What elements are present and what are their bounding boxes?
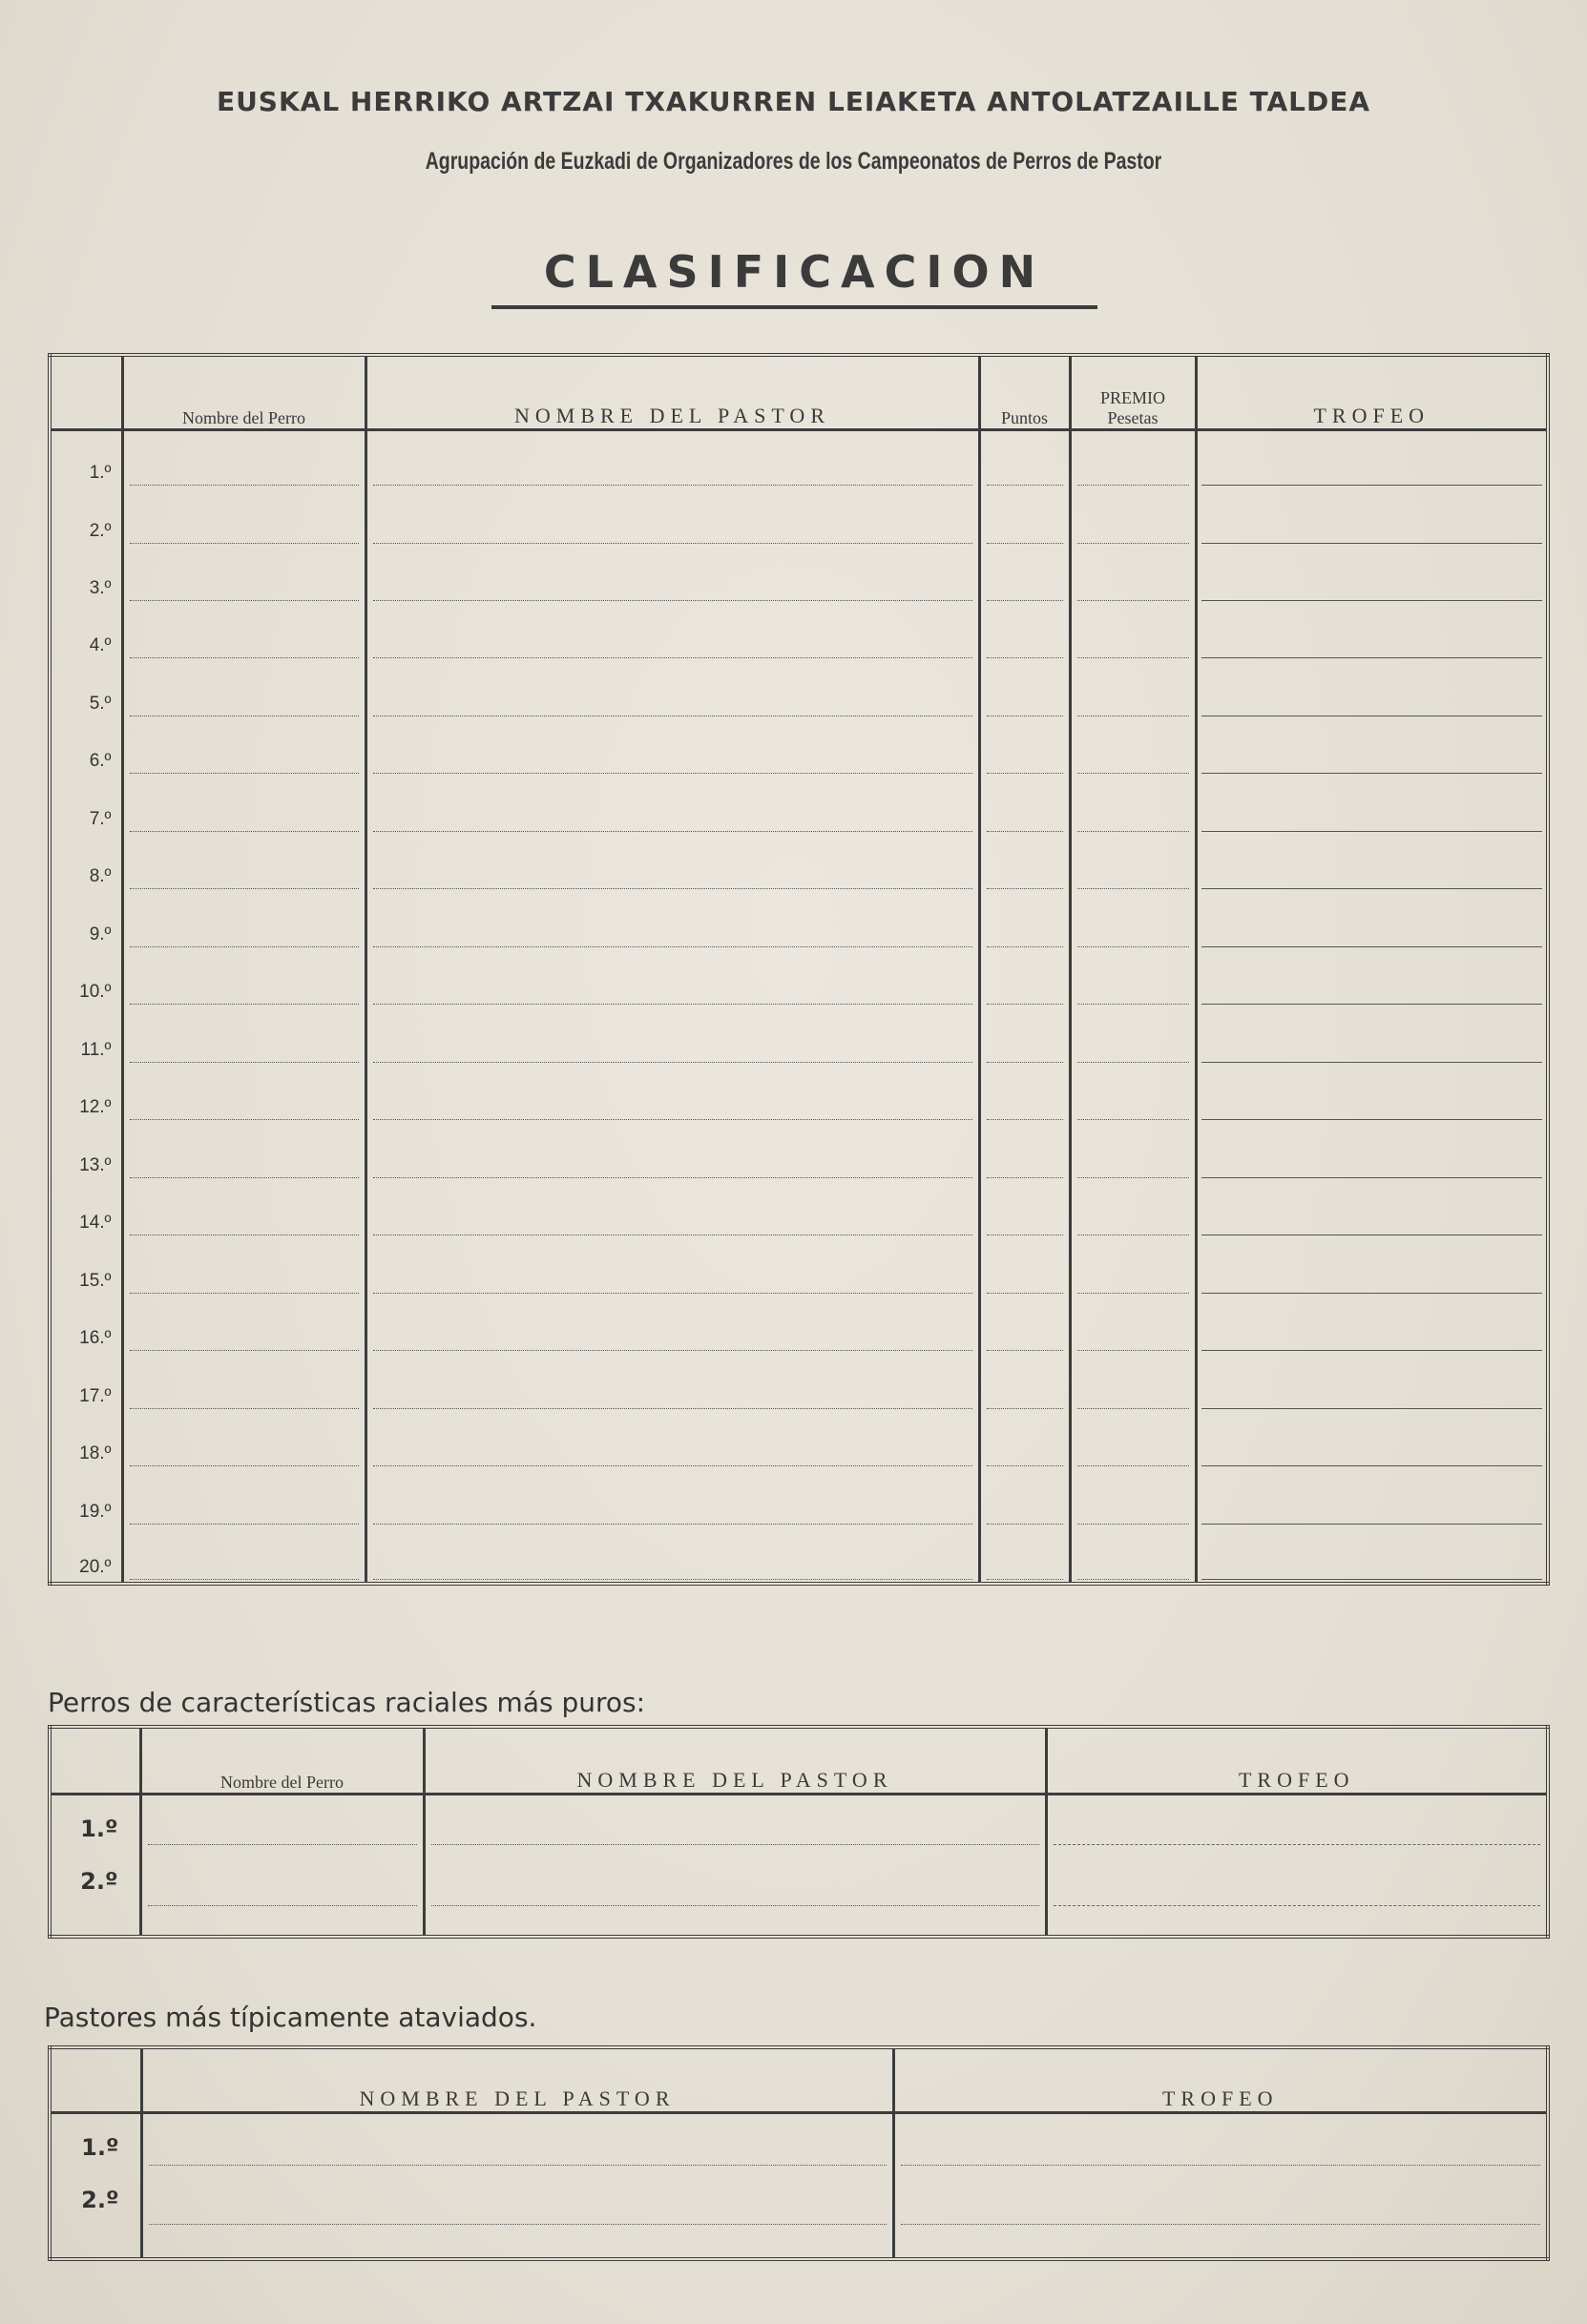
- shepherd-name-field[interactable]: [365, 1122, 979, 1179]
- col-header-shepherd-name: NOMBRE DEL PASTOR: [424, 1727, 1046, 1794]
- place-label: 10.º: [79, 982, 112, 1003]
- place-label: 17.º: [79, 1385, 112, 1406]
- points-field[interactable]: [979, 1411, 1070, 1468]
- trophy-field[interactable]: [1196, 718, 1548, 776]
- trophy-field[interactable]: [1196, 1065, 1548, 1122]
- classification-row: [50, 546, 1548, 603]
- trophy-field[interactable]: [1196, 430, 1548, 488]
- dog-name-field[interactable]: [122, 1411, 365, 1468]
- shepherd-name-field[interactable]: [424, 1794, 1046, 1862]
- place-label: 8.º: [89, 866, 112, 887]
- prize-field[interactable]: [1070, 1006, 1196, 1064]
- place-label: 7.º: [89, 808, 112, 829]
- association-title-spanish: Agrupación de Euzkadi de Organizadores de los Campeonatos de Perros de Pastor: [425, 148, 1162, 175]
- prize-field[interactable]: [1070, 891, 1196, 948]
- attire-section-title: Pastores más típicamente ataviados.: [44, 2002, 537, 2033]
- prize-field[interactable]: [1070, 1180, 1196, 1237]
- dog-name-field[interactable]: [122, 718, 365, 776]
- classification-row: [50, 949, 1548, 1006]
- col-header-prize-label: PREMIO: [1099, 388, 1165, 408]
- place-label: 5.º: [89, 693, 112, 714]
- prize-field[interactable]: [1070, 1065, 1196, 1122]
- shepherd-name-field[interactable]: [365, 1237, 979, 1295]
- trophy-field[interactable]: [1196, 949, 1548, 1006]
- dog-name-field[interactable]: [122, 834, 365, 891]
- points-field[interactable]: [979, 834, 1070, 891]
- prize-field[interactable]: [1070, 776, 1196, 833]
- classification-row: [50, 1411, 1548, 1468]
- shepherd-name-field[interactable]: [365, 1411, 979, 1468]
- points-field[interactable]: [979, 1180, 1070, 1237]
- trophy-field[interactable]: [1196, 776, 1548, 833]
- trophy-field[interactable]: [1196, 1180, 1548, 1237]
- points-field[interactable]: [979, 1526, 1070, 1584]
- dog-name-field[interactable]: [122, 603, 365, 660]
- dog-name-field[interactable]: [140, 1794, 424, 1862]
- shepherd-name-field[interactable]: [365, 834, 979, 891]
- place-label: 14.º: [79, 1213, 112, 1234]
- col-header-trophy: TROFEO: [1046, 1727, 1548, 1794]
- trophy-field[interactable]: [1196, 1006, 1548, 1064]
- points-field[interactable]: [979, 1468, 1070, 1525]
- col-header-trophy: TROFEO: [1196, 355, 1548, 430]
- trophy-field[interactable]: [1196, 1411, 1548, 1468]
- trophy-field[interactable]: [1046, 1862, 1548, 1937]
- trophy-field[interactable]: [1196, 1526, 1548, 1584]
- trophy-field[interactable]: [1196, 1353, 1548, 1410]
- shepherd-name-field[interactable]: [365, 891, 979, 948]
- trophy-field[interactable]: [1196, 1237, 1548, 1295]
- classification-rows: [50, 430, 1548, 1584]
- classification-row: [50, 1065, 1548, 1122]
- col-header-shepherd-name: NOMBRE DEL PASTOR: [365, 355, 979, 430]
- shepherd-name-field[interactable]: [365, 776, 979, 833]
- dog-name-field[interactable]: [122, 546, 365, 603]
- trophy-field[interactable]: [1196, 1296, 1548, 1353]
- classification-table: [48, 353, 1550, 1586]
- points-field[interactable]: [979, 1006, 1070, 1064]
- classification-row: [50, 834, 1548, 891]
- shepherd-name-field[interactable]: [365, 546, 979, 603]
- place-label: 19.º: [79, 1501, 112, 1522]
- dog-name-field[interactable]: [122, 1353, 365, 1410]
- prize-field[interactable]: [1070, 603, 1196, 660]
- classification-row: [50, 1468, 1548, 1525]
- trophy-field[interactable]: [1196, 488, 1548, 545]
- dog-name-field[interactable]: [122, 1122, 365, 1179]
- shepherd-name-field[interactable]: [365, 1468, 979, 1525]
- trophy-field[interactable]: [1196, 834, 1548, 891]
- shepherd-name-field[interactable]: [365, 1180, 979, 1237]
- place-label: 4.º: [89, 635, 112, 656]
- col-header-trophy: TROFEO: [893, 2047, 1548, 2112]
- classification-row: [50, 1296, 1548, 1353]
- trophy-field[interactable]: [893, 2112, 1548, 2181]
- place-label: 18.º: [79, 1443, 112, 1464]
- classification-row: [50, 1180, 1548, 1237]
- dog-name-field[interactable]: [122, 660, 365, 717]
- prize-field[interactable]: [1070, 488, 1196, 545]
- points-field[interactable]: [979, 1296, 1070, 1353]
- shepherd-name-field[interactable]: [365, 660, 979, 717]
- place-label: 6.º: [89, 751, 112, 772]
- header-place-blank: [50, 2047, 141, 2112]
- header-place-blank: [50, 355, 122, 430]
- shepherd-name-field[interactable]: [365, 1526, 979, 1584]
- association-title-basque: EUSKAL HERRIKO ARTZAI TXAKURREN LEIAKETA ANTOLATZAILLE TALDEA: [216, 86, 1371, 117]
- shepherd-name-field[interactable]: [365, 430, 979, 488]
- prize-field[interactable]: [1070, 949, 1196, 1006]
- points-field[interactable]: [979, 1122, 1070, 1179]
- prize-field[interactable]: [1070, 1411, 1196, 1468]
- shepherd-name-field[interactable]: [365, 1065, 979, 1122]
- dog-name-field[interactable]: [122, 1065, 365, 1122]
- shepherd-name-field[interactable]: [365, 1006, 979, 1064]
- place-label: 20.º: [79, 1557, 112, 1577]
- prize-field[interactable]: [1070, 1296, 1196, 1353]
- prize-field[interactable]: [1070, 718, 1196, 776]
- attire-table: [48, 2045, 1550, 2261]
- place-label: 12.º: [79, 1097, 112, 1118]
- place-label: 9.º: [89, 923, 112, 944]
- shepherd-name-field[interactable]: [365, 488, 979, 545]
- place-label: 13.º: [79, 1154, 112, 1175]
- prize-field[interactable]: [1070, 1526, 1196, 1584]
- prize-field[interactable]: [1070, 430, 1196, 488]
- trophy-field[interactable]: [1196, 660, 1548, 717]
- trophy-field[interactable]: [1196, 1122, 1548, 1179]
- header-place-blank: [50, 1727, 140, 1794]
- trophy-field[interactable]: [1196, 1468, 1548, 1525]
- place-label: 3.º: [89, 578, 112, 599]
- trophy-field[interactable]: [1196, 891, 1548, 948]
- classification-row: [50, 776, 1548, 833]
- trophy-field[interactable]: [1196, 546, 1548, 603]
- dog-name-field[interactable]: [122, 1296, 365, 1353]
- classification-row: [50, 1122, 1548, 1179]
- place-label: 1.º: [81, 2133, 119, 2161]
- col-header-dog-name: Nombre del Perro: [140, 1727, 424, 1794]
- dog-name-field[interactable]: [122, 1006, 365, 1064]
- points-field[interactable]: [979, 718, 1070, 776]
- prize-field[interactable]: [1070, 660, 1196, 717]
- shepherd-name-field[interactable]: [141, 2112, 893, 2181]
- trophy-field[interactable]: [893, 2181, 1548, 2259]
- dog-name-field[interactable]: [122, 488, 365, 545]
- points-field[interactable]: [979, 891, 1070, 948]
- dog-name-field[interactable]: [122, 891, 365, 948]
- dog-name-field[interactable]: [122, 1180, 365, 1237]
- purebred-section-title: Perros de características raciales más puros:: [48, 1687, 646, 1718]
- classification-row: [50, 430, 1548, 488]
- points-field[interactable]: [979, 546, 1070, 603]
- place-label: 2.º: [80, 1868, 118, 1895]
- prize-field[interactable]: [1070, 546, 1196, 603]
- col-header-prize-unit: Pesetas: [1107, 408, 1159, 428]
- prize-field[interactable]: [1070, 1237, 1196, 1295]
- classification-row: [50, 891, 1548, 948]
- points-field[interactable]: [979, 430, 1070, 488]
- page-title: CLASIFICACION: [491, 246, 1097, 309]
- purebred-table: [48, 1725, 1550, 1939]
- points-field[interactable]: [979, 776, 1070, 833]
- place-label: 1.º: [80, 1815, 118, 1842]
- shepherd-name-field[interactable]: [365, 1296, 979, 1353]
- dog-name-field[interactable]: [122, 1237, 365, 1295]
- prize-field[interactable]: [1070, 1353, 1196, 1410]
- points-field[interactable]: [979, 488, 1070, 545]
- trophy-field[interactable]: [1046, 1794, 1548, 1862]
- points-field[interactable]: [979, 1353, 1070, 1410]
- classification-row: [50, 718, 1548, 776]
- dog-name-field[interactable]: [122, 430, 365, 488]
- points-field[interactable]: [979, 603, 1070, 660]
- place-label: 11.º: [80, 1039, 112, 1060]
- dog-name-field[interactable]: [140, 1862, 424, 1937]
- col-header-points: Puntos: [979, 355, 1070, 430]
- classification-row: [50, 1006, 1548, 1064]
- points-field[interactable]: [979, 660, 1070, 717]
- place-label: 1.º: [89, 463, 112, 484]
- classification-row: [50, 488, 1548, 545]
- shepherd-name-field[interactable]: [365, 949, 979, 1006]
- classification-row: [50, 1353, 1548, 1410]
- prize-field[interactable]: [1070, 834, 1196, 891]
- col-header-dog-name: Nombre del Perro: [122, 355, 365, 430]
- dog-name-field[interactable]: [122, 949, 365, 1006]
- shepherd-name-field[interactable]: [424, 1862, 1046, 1937]
- shepherd-name-field[interactable]: [141, 2181, 893, 2259]
- place-label: 2.º: [81, 2187, 119, 2213]
- trophy-field[interactable]: [1196, 603, 1548, 660]
- classification-row: [50, 660, 1548, 717]
- prize-field[interactable]: [1070, 1122, 1196, 1179]
- prize-field[interactable]: [1070, 1468, 1196, 1525]
- place-label: 2.º: [89, 520, 112, 541]
- place-label: 15.º: [79, 1270, 112, 1291]
- classification-row: [50, 1237, 1548, 1295]
- classification-row: [50, 1526, 1548, 1584]
- shepherd-name-field[interactable]: [365, 718, 979, 776]
- classification-row: [50, 603, 1548, 660]
- dog-name-field[interactable]: [122, 1468, 365, 1525]
- shepherd-name-field[interactable]: [365, 1353, 979, 1410]
- points-field[interactable]: [979, 1065, 1070, 1122]
- col-header-prize: [1070, 355, 1196, 430]
- col-header-shepherd-name: NOMBRE DEL PASTOR: [141, 2047, 893, 2112]
- shepherd-name-field[interactable]: [365, 603, 979, 660]
- dog-name-field[interactable]: [122, 1526, 365, 1584]
- points-field[interactable]: [979, 949, 1070, 1006]
- dog-name-field[interactable]: [122, 776, 365, 833]
- points-field[interactable]: [979, 1237, 1070, 1295]
- place-label: 16.º: [79, 1328, 112, 1349]
